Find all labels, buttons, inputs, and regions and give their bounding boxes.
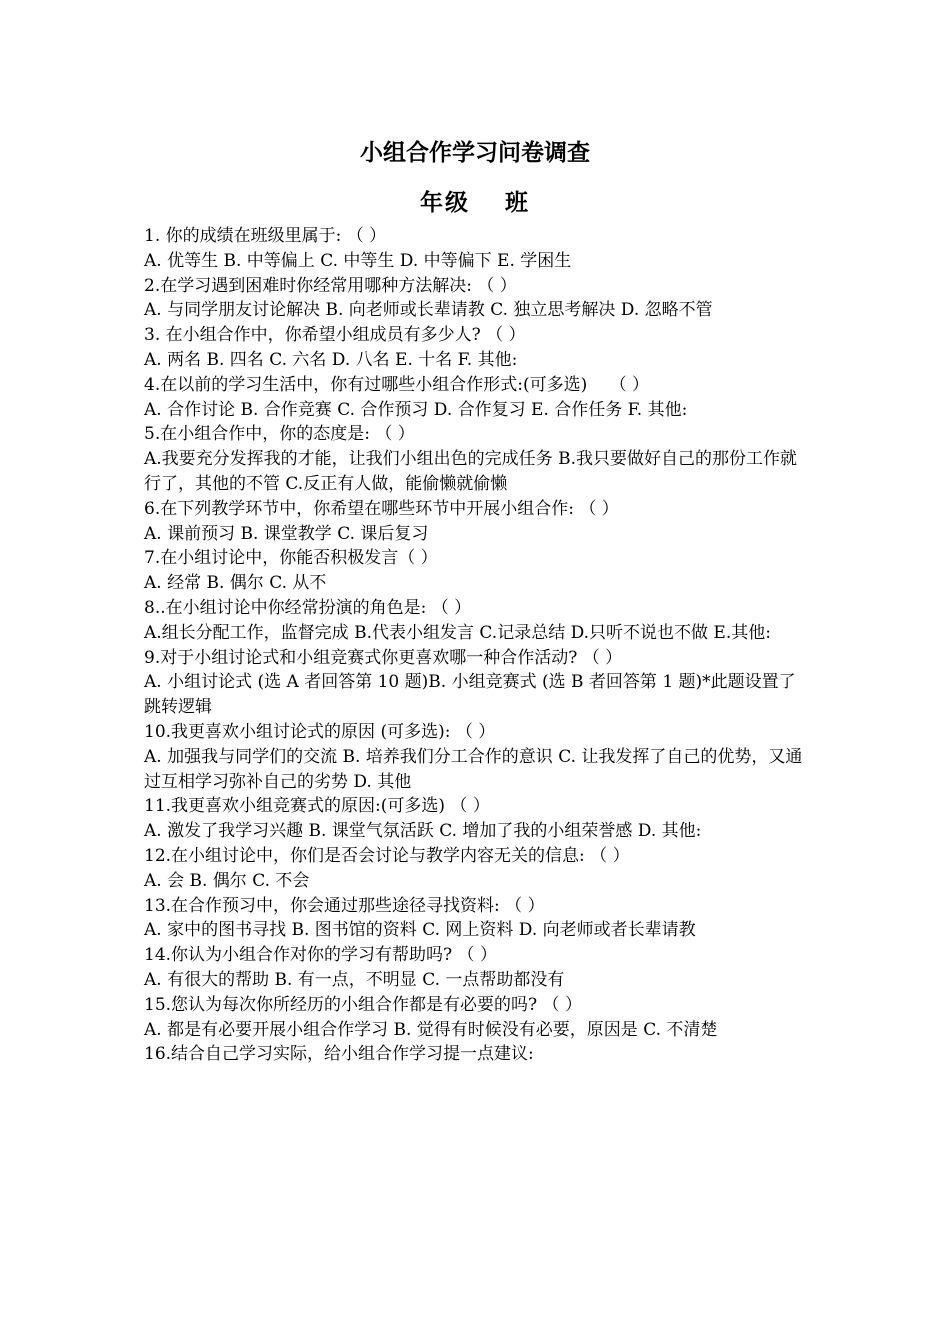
page-title: 小组合作学习问卷调查 <box>360 140 590 166</box>
answer-options-line: A. 会 B. 偶尔 C. 不会 <box>144 870 310 891</box>
answer-options-line: A. 都是有必要开展小组合作学习 B. 觉得有时候没有必要，原因是 C. 不清楚 <box>144 1019 718 1040</box>
answer-options-line: A. 两名 B. 四名 C. 六名 D. 八名 E. 十名 F. 其他: <box>144 349 518 370</box>
answer-options-line: A.我要充分发挥我的才能，让我们小组出色的完成任务 B.我只要做好自己的那份工作就行了，其他的不管 C.反正有人做，能偷懒就偷懒 <box>144 449 797 494</box>
answer-options-line: A. 家中的图书寻找 B. 图书馆的资料 C. 网上资料 D. 向老师或者长辈请教 <box>144 920 696 941</box>
question-line: 9.对于小组讨论式和小组竞赛式你更喜欢哪一种合作活动? （ ） <box>144 647 623 668</box>
answer-options-line: A. 经常 B. 偶尔 C. 从不 <box>144 573 327 594</box>
answer-options-line: A. 加强我与同学们的交流 B. 培养我们分工合作的意识 C. 让我发挥了自己的优势，又通过互相学习弥补自己的劣势 D. 其他 <box>144 746 803 792</box>
question-line: 10.我更喜欢小组讨论式的原因 (可多选): （ ） <box>144 721 496 742</box>
question-line: 1. 你的成绩在班级里属于: （ ） <box>144 226 387 246</box>
question-line: 8..在小组讨论中你经常扮演的角色是: （ ） <box>144 597 472 618</box>
answer-options-line: A. 课前预习 B. 课堂教学 C. 课后复习 <box>144 523 429 544</box>
answer-options-line: A.组长分配工作，监督完成 B.代表小组发言 C.记录总结 D.只听不说也不做 E.其他: <box>144 622 771 643</box>
question-line: 15.您认为每次你所经历的小组合作都是有必要的吗? （ ） <box>144 994 582 1015</box>
question-line: 7.在小组讨论中，你能否积极发言（ ） <box>144 548 438 569</box>
answer-options-line: A. 小组讨论式 (选 A 者回答第 10 题)B. 小组竞赛式 (选 B 者回答第 1 题)*此题设置了跳转逻辑 <box>144 672 796 718</box>
question-line: 11.我更喜欢小组竞赛式的原因:(可多选) （ ） <box>144 796 490 817</box>
question-line: 5.在小组合作中，你的态度是: （ ） <box>144 424 415 445</box>
question-line: 4.在以前的学习生活中，你有过哪些小组合作形式:(可多选) （ ） <box>144 374 650 395</box>
answer-options-line: A. 有很大的帮助 B. 有一点，不明显 C. 一点帮助都没有 <box>144 969 565 990</box>
page-subtitle: 年级 班 <box>419 190 530 216</box>
questionnaire-body <box>144 224 812 1067</box>
question-line: 2.在学习遇到困难时你经常用哪种方法解决: （ ） <box>144 275 517 296</box>
question-line: 3. 在小组合作中，你希望小组成员有多少人? （ ） <box>144 325 526 346</box>
question-line: 13.在合作预习中，你会通过那些途径寻找资料: （ ） <box>144 895 545 916</box>
question-line: 6.在下列教学环节中，你希望在哪些环节中开展小组合作: （ ） <box>144 498 619 519</box>
question-line: 16.结合自己学习实际，给小组合作学习提一点建议: <box>144 1044 534 1065</box>
answer-options-line: A. 优等生 B. 中等偏上 C. 中等生 D. 中等偏下 E. 学困生 <box>144 250 572 271</box>
answer-options-line: A. 与同学朋友讨论解决 B. 向老师或长辈请教 C. 独立思考解决 D. 忽略不管 <box>144 300 713 321</box>
question-line: 12.在小组讨论中，你们是否会讨论与教学内容无关的信息: （ ） <box>144 845 630 866</box>
answer-options-line: A. 合作讨论 B. 合作竞赛 C. 合作预习 D. 合作复习 E. 合作任务 F. 其他: <box>144 399 688 420</box>
answer-options-line: A. 激发了我学习兴趣 B. 课堂气氛活跃 C. 增加了我的小组荣誉感 D. 其他: <box>144 821 702 842</box>
question-line: 14.你认为小组合作对你的学习有帮助吗? （ ） <box>144 945 497 966</box>
